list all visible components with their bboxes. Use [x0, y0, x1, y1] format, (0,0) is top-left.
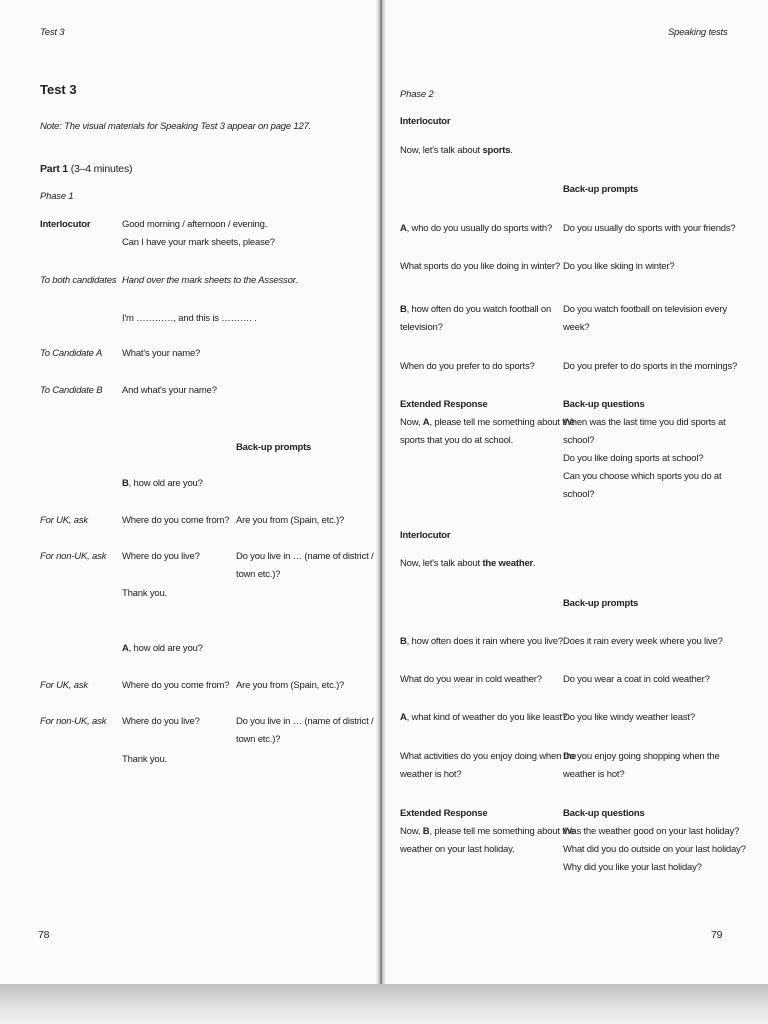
page-number: 79 [711, 929, 723, 941]
phase-label: Phase 1 [40, 191, 74, 202]
backup-prompts-heading: Back-up prompts [563, 184, 639, 195]
to-both-text: Hand over the mark sheets to the Assessor. [122, 275, 298, 286]
book-gutter [376, 0, 386, 990]
weather-prompt-2: Do you wear a coat in cold weather? [563, 674, 710, 685]
to-b-label: To Candidate B [40, 385, 103, 396]
extended-response-1: Extended Response Now, A, please tell me something about the sports that you do at school. [400, 399, 575, 446]
for-non-uk-label: For non-UK, ask [40, 551, 107, 562]
backup-questions-2: Back-up questions Was the weather good on your last holiday? What did you do outside on your last holiday? Why did you like your last holiday? [563, 808, 746, 873]
phase-label: Phase 2 [400, 89, 434, 100]
do-you-live-prompt: Do you live in … (name of district / town etc.)? [236, 551, 374, 580]
weather-question-1: B, how often does it rain where you live? [400, 636, 563, 647]
thank-you: Thank you. [122, 754, 167, 765]
come-from-question: Where do you come from? [122, 515, 230, 526]
part-heading: Part 1 (3–4 minutes) [40, 163, 133, 175]
sports-question-1: A, who do you usually do sports with? [400, 223, 553, 234]
weather-prompt-1: Does it rain every week where you live? [563, 636, 723, 647]
for-uk-label: For UK, ask [40, 680, 88, 691]
where-live-question: Where do you live? [122, 716, 200, 727]
to-a-label: To Candidate A [40, 348, 102, 359]
b-age-question: B, how old are you? [122, 478, 203, 489]
running-head: Test 3 [40, 27, 65, 38]
sports-prompt-1: Do you usually do sports with your friends? [563, 223, 736, 234]
sports-question-3: B, how often do you watch football on television? [400, 304, 552, 333]
thank-you: Thank you. [122, 588, 167, 599]
a-age-question: A, how old are you? [122, 643, 203, 654]
to-b-text: And what's your name? [122, 385, 217, 396]
sports-question-2: What sports do you like doing in winter? [400, 261, 560, 272]
for-non-uk-label: For non-UK, ask [40, 716, 107, 727]
running-head: Speaking tests [668, 27, 728, 38]
sports-prompt-3: Do you watch football on television every week? [563, 304, 727, 333]
sports-prompt-4: Do you prefer to do sports in the mornings? [563, 361, 738, 372]
intro-line: I'm …………, and this is ………. . [122, 313, 257, 324]
interlocutor-label: Interlocutor [400, 116, 451, 127]
backup-prompts-heading: Back-up prompts [236, 442, 312, 453]
backup-prompts-heading: Back-up prompts [563, 598, 639, 609]
extended-response-2: Extended Response Now, B, please tell me something about the weather on your last holiday. [400, 808, 575, 855]
come-from-question: Where do you come from? [122, 680, 230, 691]
scan-bottom-shadow [0, 984, 768, 1024]
weather-question-4: What activities do you enjoy doing when the weather is hot? [400, 751, 577, 780]
interlocutor-label: Interlocutor [400, 530, 451, 541]
are-you-from-prompt: Are you from (Spain, etc.)? [236, 680, 345, 691]
page-title: Test 3 [40, 82, 77, 97]
weather-prompt-4: Do you enjoy going shopping when the weather is hot? [563, 751, 720, 780]
do-you-live-prompt: Do you live in … (name of district / town etc.)? [236, 716, 374, 745]
weather-prompt-3: Do you like windy weather least? [563, 712, 695, 723]
to-a-text: What's your name? [122, 348, 201, 359]
right-page [383, 0, 768, 986]
backup-questions-1: Back-up questions When was the last time you did sports at school? Do you like doing sports at school? Can you choose which sports you do at school? [563, 399, 726, 500]
weather-question-2: What do you wear in cold weather? [400, 674, 542, 685]
interlocutor-label: Interlocutor [40, 219, 91, 230]
note: Note: The visual materials for Speaking Test 3 appear on page 127. [40, 121, 312, 132]
where-live-question: Where do you live? [122, 551, 200, 562]
sports-intro: Now, let's talk about sports. [400, 145, 513, 156]
weather-question-3: A, what kind of weather do you like least? [400, 712, 567, 723]
for-uk-label: For UK, ask [40, 515, 88, 526]
sports-question-4: When do you prefer to do sports? [400, 361, 535, 372]
weather-intro: Now, let's talk about the weather. [400, 558, 536, 569]
sports-prompt-2: Do you like skiing in winter? [563, 261, 675, 272]
left-page [0, 0, 380, 986]
are-you-from-prompt: Are you from (Spain, etc.)? [236, 515, 345, 526]
page-number: 78 [38, 929, 50, 941]
to-both-label: To both candidates [40, 275, 117, 286]
greeting: Good morning / afternoon / evening. Can I have your mark sheets, please? [122, 219, 275, 248]
